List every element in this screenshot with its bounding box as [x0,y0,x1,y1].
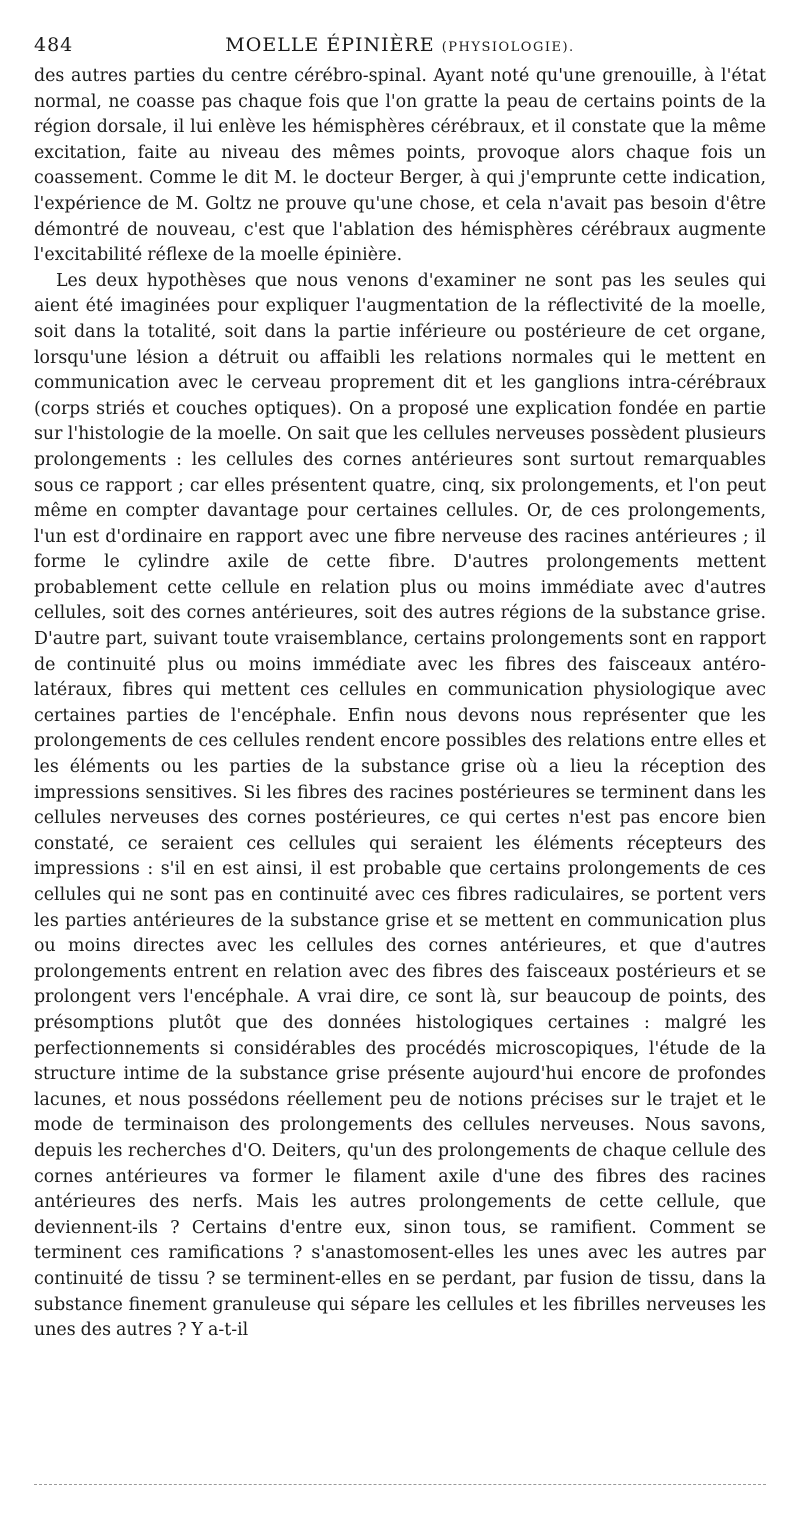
footer-rule [34,1484,766,1485]
running-head-title: MOELLE ÉPINIÈRE [225,34,435,56]
running-head-subtitle: (PHYSIOLOGIE). [441,40,575,55]
page-number: 484 [34,34,74,56]
running-head [34,34,766,56]
page [34,30,766,1344]
paragraph: Les deux hypothèses que nous venons d'examiner ne sont pas les seules qui aient été imaginées pour expliquer l'augmentation de la réflectivité de la moelle, soit dans la totalité, soit dans la partie inférieure ou postérieure de cet organe, lorsqu'une lésion a détruit ou affaibli les relations normales qui le mettent en communication avec le cerveau proprement dit et les ganglions intra-cérébraux (corps striés et couches optiques). On a proposé une explication fondée en partie sur l'histologie de la moelle. On sait que les cellules nerveuses possèdent plusieurs prolongements : les cellules des cornes antérieures sont surtout remarquables sous ce rapport ; car elles présentent quatre, cinq, six prolongements, et l'on peut même en compter davantage pour certaines cellules. Or, de ces prolongements, l'un est d'ordinaire en rapport avec une fibre nerveuse des racines antérieures ; il forme le cylindre axile de cette fibre. D'autres prolongements mettent probablement cette cellule en relation plus ou moins immédiate avec d'autres cellules, soit des cornes antérieures, soit des autres régions de la substance grise. D'autre part, suivant toute vraisemblance, certains prolongements sont en rapport de continuité plus ou moins immédiate avec les fibres des faisceaux antéro-latéraux, fibres qui mettent ces cellules en communication physiologique avec certaines parties de l'encéphale. Enfin nous devons nous représenter que les prolongements de ces cellules rendent encore possibles des relations entre elles et les éléments ou les parties de la substance grise où a lieu la réception des impressions sensitives. Si les fibres des racines postérieures se terminent dans les cellules nerveuses des cornes postérieures, ce qui certes n'est pas encore bien constaté, ce seraient ces cellules qui seraient les éléments récepteurs des impressions : s'il en est ainsi, il est probable que certains prolongements de ces cellules qui ne sont pas en continuité avec ces fibres radiculaires, se portent vers les parties antérieures de la substance grise et se mettent en communication plus ou moins directes avec les cellules des cornes antérieures, et que d'autres prolongements entrent en relation avec des fibres des faisceaux postérieurs et se prolongent vers l'encéphale. A vrai dire, ce sont là, sur beaucoup de points, des présomptions plutôt que des données histologiques certaines : malgré les perfectionnements si considérables des procédés microscopiques, l'étude de la structure intime de la substance grise présente aujourd'hui encore de profondes lacunes, et nous possédons réellement peu de notions précises sur le trajet et le mode de terminaison des prolongements des cellules nerveuses. Nous savons, depuis les recherches d'O. Deiters, qu'un des prolongements de chaque cellule des cornes antérieures va former le filament axile d'une des fibres des racines antérieures des nerfs. Mais les autres prolongements de cette cellule, que deviennent-ils ? Certains d'entre eux, sinon tous, se ramifient. Comment se terminent ces ramifications ? s'anastomosent-elles les unes avec les autres par continuité de tissu ? se terminent-elles en se perdant, par fusion de tissu, dans la substance finement granuleuse qui sépare les cellules et les fibrilles nerveuses les unes des autres ? Y a-t-il [34,270,766,1341]
paragraph-continuation: des autres parties du centre cérébro-spinal. Ayant noté qu'une grenouille, à l'état normal, ne coasse pas chaque fois que l'on gratte la peau de certains points de la région dorsale, il lui enlève les hémisphères cérébraux, et il constate que la même excitation, faite au niveau des mêmes points, provoque alors chaque fois un coassement. Comme le dit M. le docteur Berger, à qui j'emprunte cette indication, l'expérience de M. Goltz ne prouve qu'une chose, et cela n'avait pas besoin d'être démontré de nouveau, c'est que l'ablation des hémisphères cérébraux augmente l'excitabilité réflexe de la moelle épinière. [34,66,766,266]
page-header [34,30,766,64]
body-text [34,64,766,1344]
